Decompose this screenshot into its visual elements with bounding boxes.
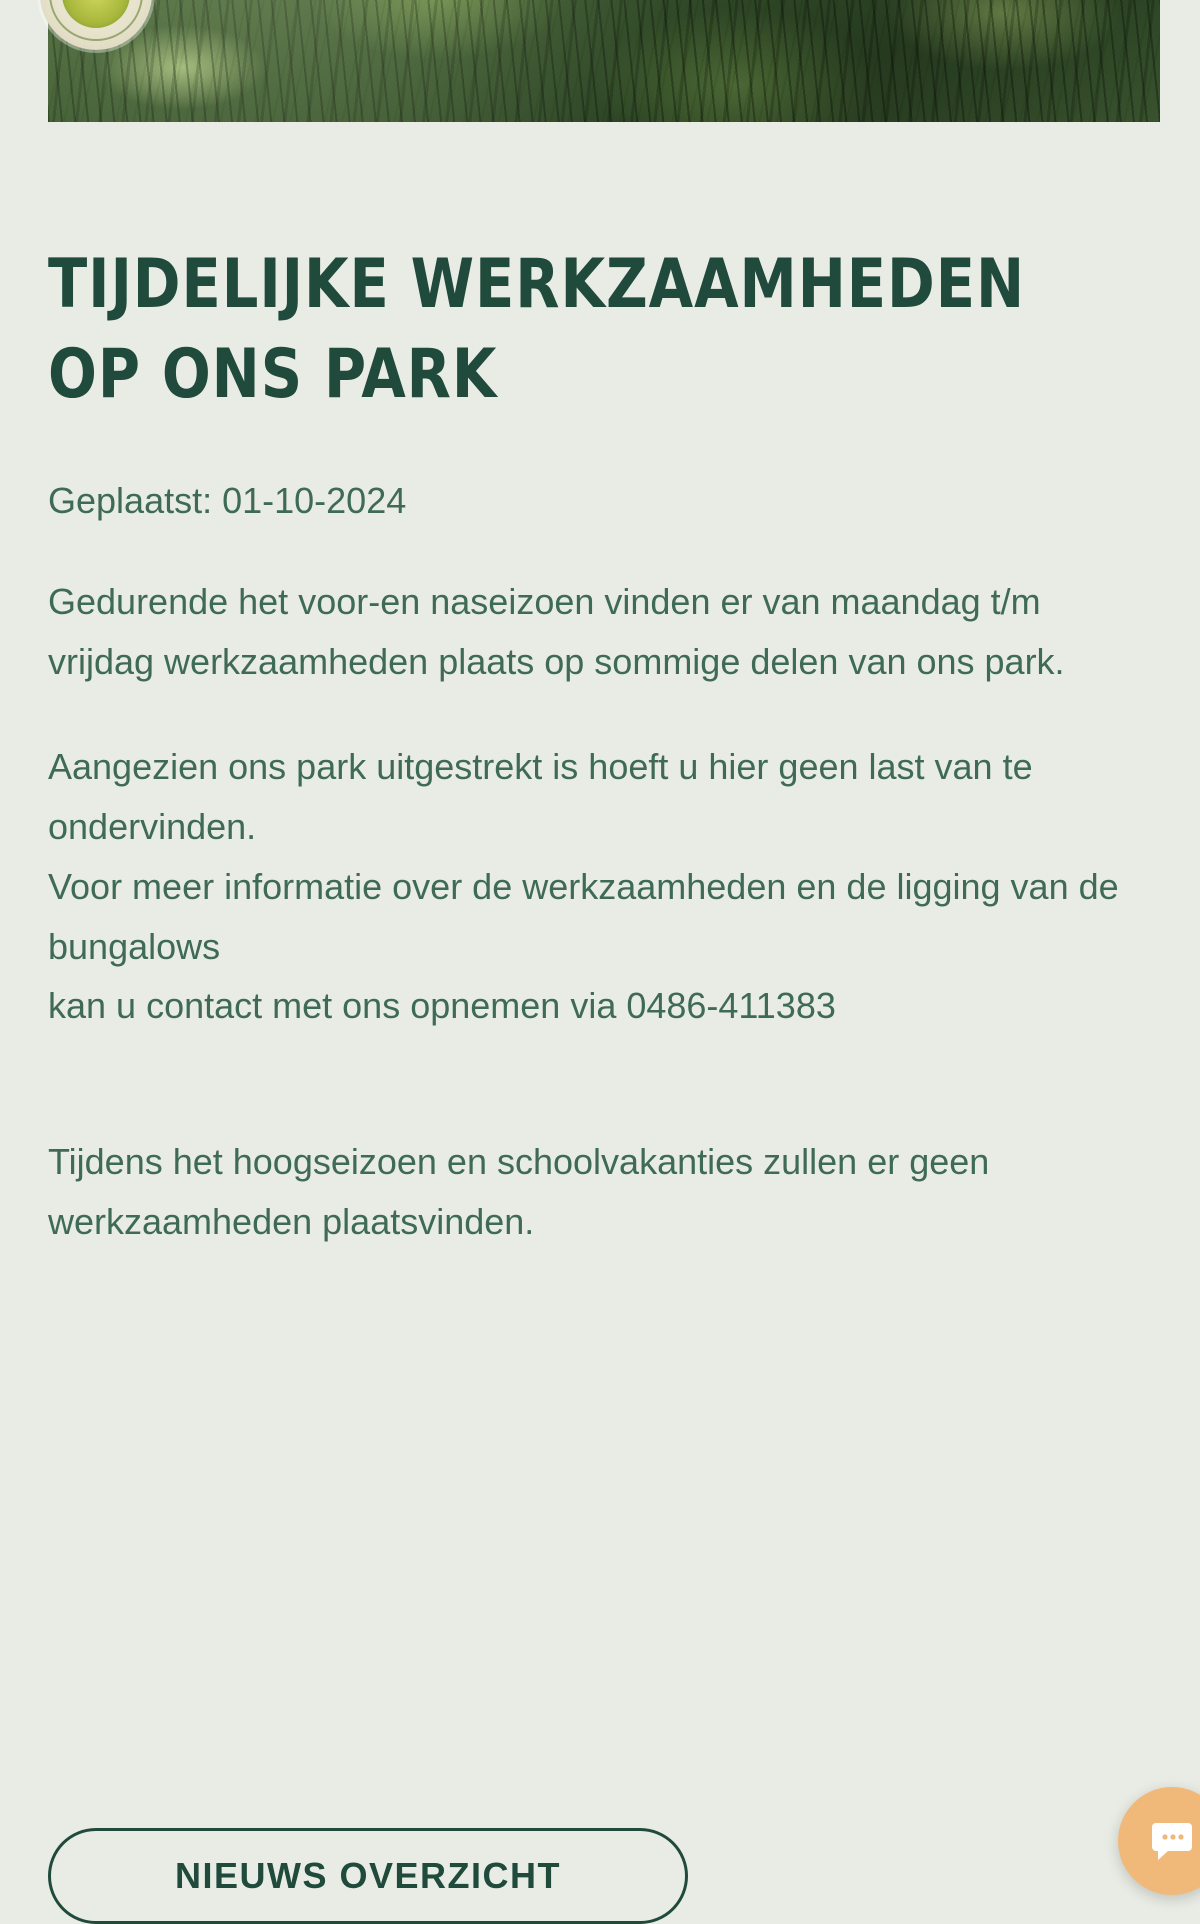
article-paragraph-2: Aangezien ons park uitgestrekt is hoeft u hier geen last van te ondervinden.	[48, 746, 1033, 848]
article-paragraph-3: Voor meer informatie over de werkzaamheden en de ligging van de bungalows	[48, 865, 1119, 967]
article-content	[48, 240, 1128, 1252]
news-overview-button-wrap	[48, 1828, 688, 1924]
hero-image	[48, 0, 1160, 122]
article-paragraph-4: kan u contact met ons opnemen via 0486-411383	[48, 985, 836, 1027]
article-paragraph-1: Gedurende het voor-en naseizoen vinden er van maandag t/m vrijdag werkzaamheden plaats op sommige delen van ons park.	[48, 580, 1065, 682]
logo-ring-icon	[49, 0, 143, 41]
chat-bubble-icon[interactable]	[1118, 1787, 1200, 1895]
hero-bottom-fade	[48, 96, 1160, 122]
news-overview-button[interactable]: NIEUWS OVERZICHT	[48, 1828, 688, 1924]
article-paragraph-5: Tijdens het hoogseizoen en schoolvakanties zullen er geen werkzaamheden plaatsvinden.	[48, 1141, 990, 1242]
posted-date: Geplaatst: 01-10-2024	[48, 479, 407, 521]
page-title: TIJDELIJKE WERKZAAMHEDEN OP ONS PARK	[48, 245, 1026, 414]
